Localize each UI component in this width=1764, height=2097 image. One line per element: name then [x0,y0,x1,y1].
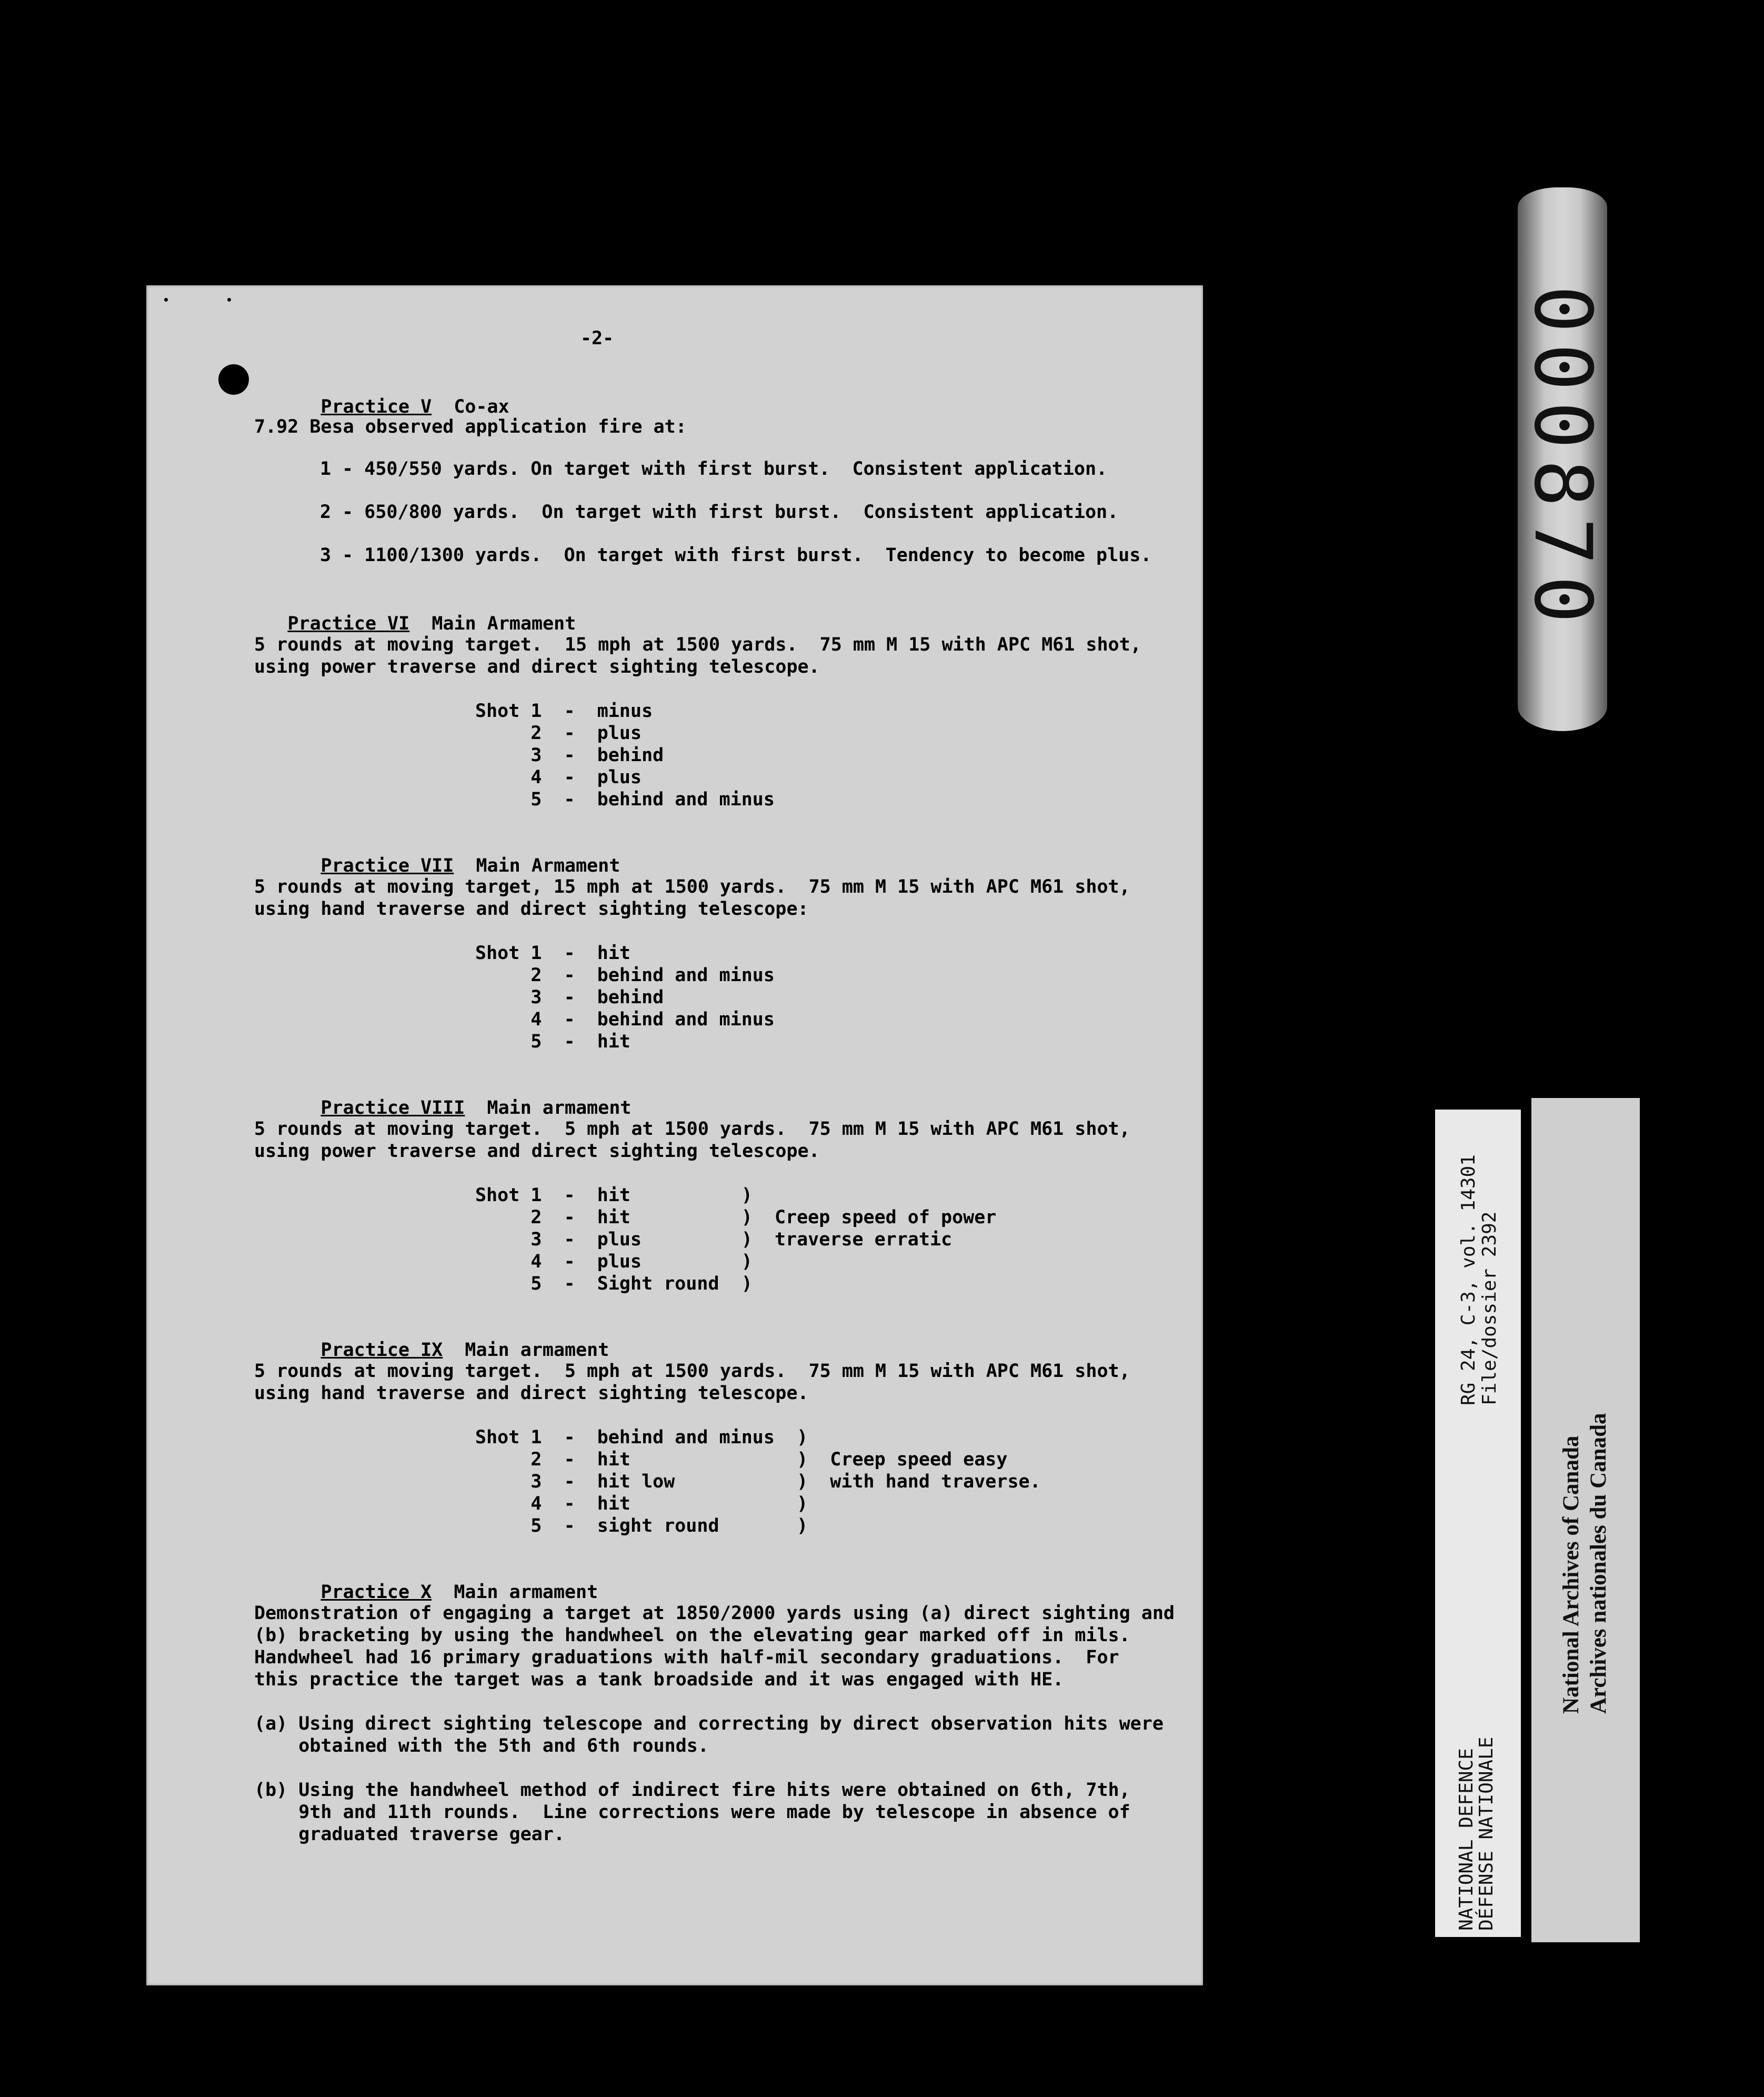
practice-ix-shot: Shot 1 - behind and minus ) [475,1427,808,1448]
practice-vii-desc: using hand traverse and direct sighting telescope: [254,898,809,920]
practice-vi-desc: using power traverse and direct sighting telescope. [254,656,820,677]
frame-number-stamp [1518,187,1607,731]
practice-x-desc: Demonstration of engaging a target at 1850/2000 yards using (a) direct sighting and [254,1603,1175,1624]
practice-v-intro: 7.92 Besa observed application fire at: [254,416,687,437]
archive-file: File/dossier 2392 [1479,1211,1500,1405]
practice-ix-shot: 3 - hit low ) with hand traverse. [475,1471,1041,1492]
practice-vi-shot: 3 - behind [475,745,664,766]
practice-ix-desc: using hand traverse and direct sighting telescope. [254,1383,809,1404]
practice-viii-shot: 2 - hit ) Creep speed of power [475,1207,997,1228]
practice-viii-title: Practice VIII [320,1097,465,1119]
practice-vii-shot: 4 - behind and minus [475,1009,775,1030]
archives-name-en: National Archives of Canada [1559,1435,1583,1714]
practice-v-item: 1 - 450/550 yards. On target with first burst. Consistent application. [320,458,1108,480]
practice-ix-title: Practice IX [320,1340,443,1361]
practice-vii-title: Practice VII [320,855,454,876]
archive-reference-label [1435,1110,1521,1937]
practice-vii-shot: 2 - behind and minus [475,965,775,986]
practice-ix-shot: 2 - hit ) Creep speed easy [475,1449,1008,1470]
dept-fr: DÉFENSE NATIONALE [1476,1736,1497,1931]
practice-x-desc: (b) bracketing by using the handwheel on the elevating gear marked off in mils. [254,1625,1130,1646]
document-page [146,285,1203,1985]
practice-x-item-a: (a) Using direct sighting telescope and correcting by direct observation hits were [254,1713,1164,1734]
frame-number: 000870 [1517,285,1608,634]
practice-vi-desc: 5 rounds at moving target. 15 mph at 1500 yards. 75 mm M 15 with APC M61 shot, [254,634,1141,655]
archives-name-label [1531,1098,1640,1942]
practice-x-item-b: 9th and 11th rounds. Line corrections were made by telescope in absence of [254,1802,1130,1823]
practice-ix-subtitle: Main armament [465,1340,609,1361]
practice-x-subtitle: Main armament [454,1582,598,1603]
practice-v-subtitle: Co-ax [454,396,509,417]
practice-x-item-a: obtained with the 5th and 6th rounds. [254,1735,709,1756]
practice-x-title: Practice X [320,1582,432,1603]
practice-vii-shot: Shot 1 - hit [475,943,631,964]
practice-viii-shot: Shot 1 - hit ) [475,1185,753,1206]
practice-viii-subtitle: Main armament [487,1097,632,1119]
practice-v-item: 2 - 650/800 yards. On target with first burst. Consistent application. [320,502,1119,523]
archive-reference: RG 24, C-3, vol. 14301 [1458,1154,1479,1405]
practice-v-title: Practice V [320,396,432,417]
practice-vi-shot: 2 - plus [475,723,642,744]
practice-vi-subtitle: Main Armament [432,613,576,634]
practice-vi-shot: Shot 1 - minus [475,701,653,722]
practice-x-item-b: (b) Using the handwheel method of indirect fire hits were obtained on 6th, 7th, [254,1780,1130,1801]
practice-viii-shot: 4 - plus ) [475,1251,753,1272]
practice-ix-shot: 4 - hit ) [475,1493,808,1514]
practice-vi-shot: 4 - plus [475,767,642,788]
practice-x-desc: this practice the target was a tank broadside and it was engaged with HE. [254,1669,1064,1690]
practice-vii-shot: 5 - hit [475,1031,631,1052]
dept-en: NATIONAL DEFENCE [1456,1748,1477,1931]
practice-v-item: 3 - 1100/1300 yards. On target with first burst. Tendency to become plus. [320,545,1152,566]
practice-vii-desc: 5 rounds at moving target, 15 mph at 1500 yards. 75 mm M 15 with APC M61 shot, [254,876,1130,897]
practice-ix-desc: 5 rounds at moving target. 5 mph at 1500 yards. 75 mm M 15 with APC M61 shot, [254,1361,1130,1382]
page-number: -2- [580,328,614,349]
practice-viii-shot: 5 - Sight round ) [475,1273,753,1294]
document-body [146,285,1203,1985]
practice-viii-desc: 5 rounds at moving target. 5 mph at 1500 yards. 75 mm M 15 with APC M61 shot, [254,1119,1130,1140]
practice-vi-shot: 5 - behind and minus [475,789,775,810]
practice-vi-title: Practice VI [287,613,410,634]
practice-viii-shot: 3 - plus ) traverse erratic [475,1229,953,1250]
practice-ix-shot: 5 - sight round ) [475,1515,808,1536]
practice-x-item-b: graduated traverse gear. [254,1824,565,1845]
practice-x-desc: Handwheel had 16 primary graduations with half-mil secondary graduations. For [254,1647,1119,1668]
archives-name-fr: Archives nationales du Canada [1586,1413,1611,1714]
practice-vii-subtitle: Main Armament [476,855,620,876]
practice-viii-desc: using power traverse and direct sighting telescope. [254,1141,820,1162]
practice-vii-shot: 3 - behind [475,987,664,1008]
